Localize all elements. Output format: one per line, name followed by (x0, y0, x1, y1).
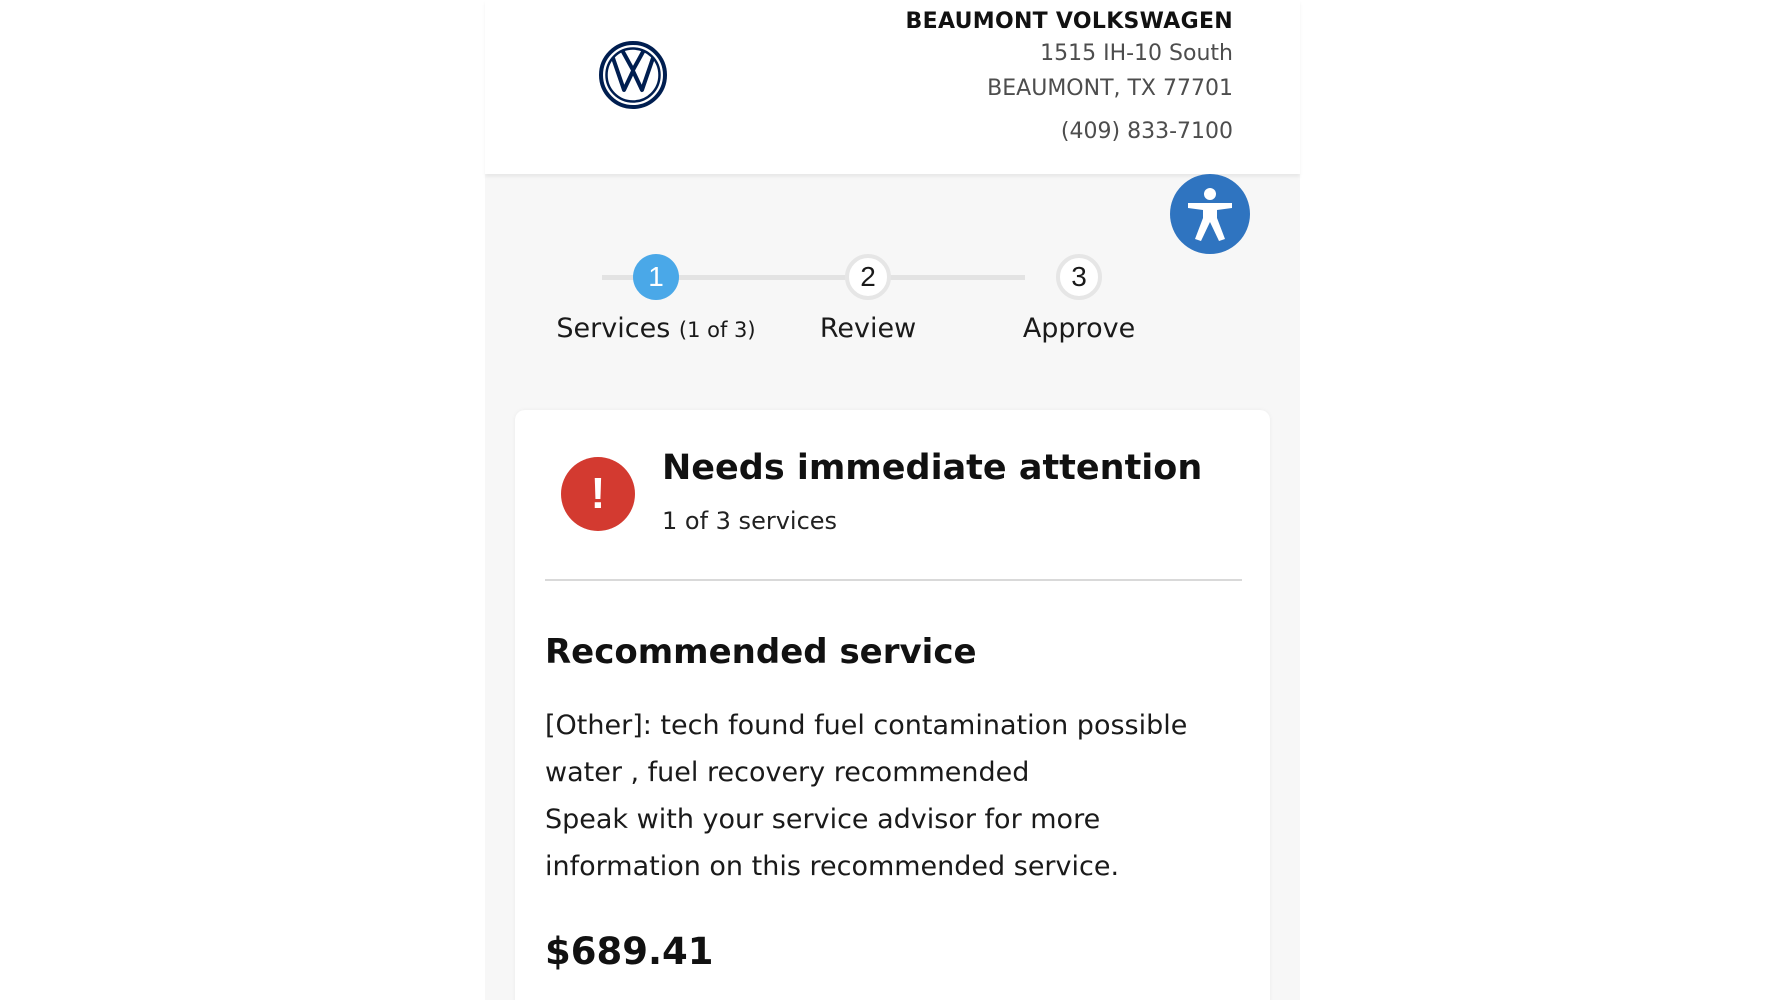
description-line: [Other]: tech found fuel contamination possible (545, 710, 1188, 741)
dealer-name: BEAUMONT VOLKSWAGEN (905, 9, 1233, 34)
alert-title: Needs immediate attention (662, 448, 1203, 488)
step-2-indicator[interactable]: 2 (845, 254, 891, 300)
description-line: information on this recommended service. (545, 851, 1120, 882)
section-title: Recommended service (545, 632, 977, 672)
dealer-header (485, 0, 1300, 174)
step-1-count: (1 of 3) (678, 318, 756, 342)
dealer-phone-link[interactable]: (409) 833-7100 (1060, 119, 1233, 144)
step-3-label[interactable]: Approve (1022, 313, 1136, 344)
description-line: Speak with your service advisor for more (545, 804, 1101, 835)
mobile-viewport (485, 0, 1300, 1000)
service-description (545, 702, 1225, 890)
accessibility-button[interactable] (1170, 174, 1250, 254)
step-3-indicator[interactable]: 3 (1056, 254, 1102, 300)
step-1-indicator[interactable]: 1 (633, 254, 679, 300)
vw-logo-icon (598, 40, 668, 110)
step-1-label-text: Services (556, 313, 671, 344)
divider (545, 579, 1242, 581)
step-2-label[interactable]: Review (819, 313, 917, 344)
dealer-info (906, 8, 1233, 146)
accessibility-person-icon (1184, 186, 1236, 242)
description-line: water , fuel recovery recommended (545, 757, 1030, 788)
alert-subtitle: 1 of 3 services (662, 507, 838, 535)
exclamation-icon: ! (561, 457, 635, 531)
dealer-address-line2: BEAUMONT, TX 77701 (987, 76, 1233, 101)
step-1-label[interactable] (556, 313, 755, 344)
dealer-address-line1: 1515 IH-10 South (1040, 41, 1233, 66)
service-price: $689.41 (545, 930, 714, 973)
service-card (515, 410, 1270, 1000)
progress-stepper (485, 250, 1300, 360)
